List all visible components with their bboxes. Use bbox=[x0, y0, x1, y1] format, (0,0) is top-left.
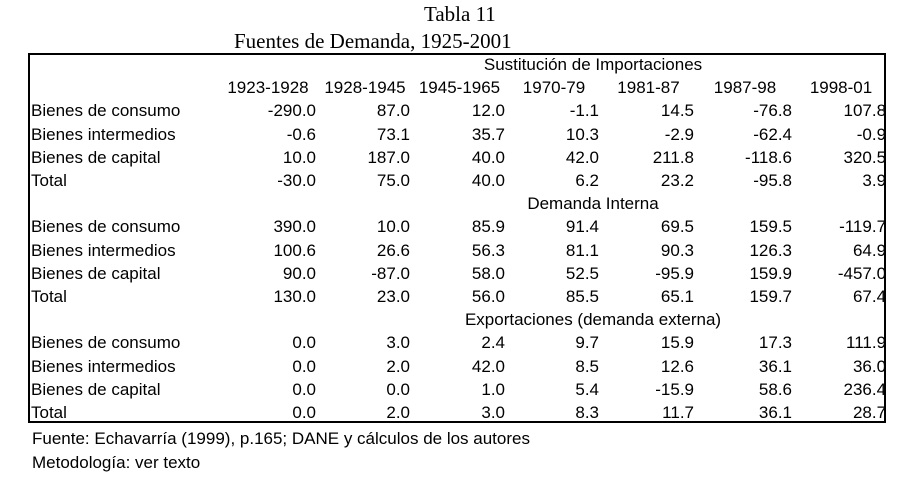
value-cell: -290.0 bbox=[267, 101, 316, 121]
section-title: Exportaciones (demanda externa) bbox=[464, 310, 722, 330]
table-row bbox=[30, 123, 888, 146]
value-cell: 11.7 bbox=[662, 403, 694, 423]
value-cell: 6.2 bbox=[575, 171, 599, 191]
table-row bbox=[30, 146, 888, 169]
value-cell: 67.4 bbox=[852, 287, 887, 307]
value-cell: 40.0 bbox=[471, 147, 505, 167]
value-cell: -76.8 bbox=[753, 101, 792, 121]
value-cell: 111.9 bbox=[846, 333, 887, 353]
table-row bbox=[30, 239, 888, 262]
value-cell: 81.1 bbox=[565, 240, 599, 260]
row-label: Total bbox=[31, 287, 67, 307]
table-title: Tabla 11 bbox=[424, 2, 496, 26]
value-cell: 56.3 bbox=[471, 240, 505, 260]
value-cell: 40.0 bbox=[471, 171, 505, 191]
value-cell: 390.0 bbox=[273, 217, 316, 237]
row-label: Total bbox=[31, 403, 67, 423]
value-cell: -95.9 bbox=[655, 263, 694, 283]
value-cell: -1.1 bbox=[569, 101, 599, 121]
value-cell: 107.8 bbox=[843, 101, 887, 121]
value-cell: 85.5 bbox=[565, 287, 599, 307]
value-cell: 159.7 bbox=[749, 287, 792, 307]
row-label: Bienes intermedios bbox=[31, 240, 176, 260]
value-cell: 3.9 bbox=[862, 171, 887, 191]
value-cell: 36.1 bbox=[758, 356, 792, 376]
value-cell: -457.0 bbox=[837, 263, 887, 283]
value-cell: 85.9 bbox=[471, 217, 505, 237]
row-label: Bienes de consumo bbox=[31, 101, 181, 121]
value-cell: -30.0 bbox=[277, 171, 316, 191]
row-label: Total bbox=[31, 171, 67, 191]
value-cell: 64.9 bbox=[852, 240, 887, 260]
value-cell: -87.0 bbox=[371, 263, 410, 283]
period-header-row bbox=[30, 76, 888, 99]
value-cell: 2.0 bbox=[386, 403, 410, 423]
value-cell: 8.3 bbox=[575, 403, 599, 423]
section-header-row bbox=[30, 308, 888, 331]
row-label: Bienes intermedios bbox=[31, 124, 176, 144]
value-cell: 0.0 bbox=[292, 379, 316, 399]
period-header: 1987-98 bbox=[713, 78, 777, 98]
value-cell: 42.0 bbox=[565, 147, 599, 167]
value-cell: 90.3 bbox=[660, 240, 694, 260]
value-cell: 100.6 bbox=[273, 240, 316, 260]
value-cell: 58.6 bbox=[758, 379, 792, 399]
value-cell: -15.9 bbox=[655, 379, 694, 399]
value-cell: 65.1 bbox=[660, 287, 694, 307]
section-header-row bbox=[30, 192, 888, 215]
period-header: 1970-79 bbox=[522, 78, 586, 98]
value-cell: 23.0 bbox=[376, 287, 410, 307]
value-cell: 75.0 bbox=[376, 171, 410, 191]
period-header: 1945-1965 bbox=[418, 78, 501, 98]
value-cell: 2.0 bbox=[386, 356, 410, 376]
value-cell: 1.0 bbox=[481, 379, 505, 399]
table-row bbox=[30, 331, 888, 354]
value-cell: 0.0 bbox=[292, 356, 316, 376]
value-cell: 10.0 bbox=[376, 217, 410, 237]
value-cell: 187.0 bbox=[367, 147, 410, 167]
value-cell: 130.0 bbox=[273, 287, 316, 307]
row-label: Bienes de consumo bbox=[31, 333, 181, 353]
table-row bbox=[30, 401, 888, 424]
row-label: Bienes intermedios bbox=[31, 356, 176, 376]
period-header: 1998-01 bbox=[809, 78, 873, 98]
value-cell: 3.0 bbox=[481, 403, 505, 423]
value-cell: 58.0 bbox=[471, 263, 505, 283]
value-cell: 42.0 bbox=[471, 356, 505, 376]
value-cell: 126.3 bbox=[749, 240, 792, 260]
value-cell: 36.1 bbox=[758, 403, 792, 423]
value-cell: 0.0 bbox=[386, 379, 410, 399]
value-cell: 9.7 bbox=[575, 333, 599, 353]
value-cell: 10.0 bbox=[282, 147, 316, 167]
value-cell: 2.4 bbox=[481, 333, 505, 353]
source-note: Fuente: Echavarría (1999), p.165; DANE y cálculos de los autores bbox=[32, 429, 530, 448]
value-cell: 15.9 bbox=[660, 333, 694, 353]
value-cell: 236.4 bbox=[843, 379, 887, 399]
value-cell: 52.5 bbox=[565, 263, 599, 283]
period-header: 1928-1945 bbox=[324, 78, 406, 98]
value-cell: -62.4 bbox=[753, 124, 792, 144]
table-subtitle: Fuentes de Demanda, 1925-2001 bbox=[234, 29, 512, 53]
value-cell: 36.0 bbox=[852, 356, 887, 376]
value-cell: 73.1 bbox=[376, 124, 410, 144]
value-cell: 23.2 bbox=[660, 171, 694, 191]
value-cell: -2.9 bbox=[664, 124, 694, 144]
methodology-note: Metodología: ver texto bbox=[32, 453, 201, 472]
value-cell: 0.0 bbox=[292, 333, 316, 353]
value-cell: -0.9 bbox=[856, 124, 887, 144]
value-cell: 10.3 bbox=[565, 124, 599, 144]
value-cell: -95.8 bbox=[753, 171, 792, 191]
value-cell: 320.5 bbox=[843, 147, 887, 167]
value-cell: -0.6 bbox=[286, 124, 316, 144]
period-header: 1923-1928 bbox=[227, 78, 309, 98]
value-cell: 3.0 bbox=[386, 333, 410, 353]
table-row bbox=[30, 355, 888, 378]
value-cell: 17.3 bbox=[758, 333, 792, 353]
table-row bbox=[30, 262, 888, 285]
row-label: Bienes de capital bbox=[31, 379, 161, 399]
table-row bbox=[30, 99, 888, 122]
table-row bbox=[30, 169, 888, 192]
value-cell: 35.7 bbox=[471, 124, 505, 144]
value-cell: 0.0 bbox=[292, 403, 316, 423]
value-cell: 12.6 bbox=[660, 356, 694, 376]
table-row bbox=[30, 215, 888, 238]
value-cell: 211.8 bbox=[652, 147, 694, 167]
value-cell: 56.0 bbox=[471, 287, 505, 307]
value-cell: 87.0 bbox=[376, 101, 410, 121]
value-cell: 159.9 bbox=[749, 263, 792, 283]
value-cell: 26.6 bbox=[376, 240, 410, 260]
table-row bbox=[30, 378, 888, 401]
row-label: Bienes de consumo bbox=[31, 217, 181, 237]
section-title: Sustitución de Importaciones bbox=[483, 55, 703, 74]
value-cell: 28.7 bbox=[852, 403, 887, 423]
value-cell: -119.7 bbox=[839, 217, 887, 237]
section-title: Demanda Interna bbox=[527, 194, 659, 214]
value-cell: -118.6 bbox=[745, 147, 792, 167]
section-header-row bbox=[30, 53, 888, 76]
table-row bbox=[30, 285, 888, 308]
value-cell: 159.5 bbox=[749, 217, 792, 237]
value-cell: 5.4 bbox=[575, 379, 599, 399]
value-cell: 14.5 bbox=[660, 101, 694, 121]
row-label: Bienes de capital bbox=[31, 263, 161, 283]
value-cell: 8.5 bbox=[575, 356, 599, 376]
value-cell: 90.0 bbox=[282, 263, 316, 283]
demand-sources-table bbox=[30, 53, 888, 424]
value-cell: 12.0 bbox=[471, 101, 505, 121]
value-cell: 69.5 bbox=[660, 217, 694, 237]
period-header: 1981-87 bbox=[617, 78, 680, 98]
value-cell: 91.4 bbox=[565, 217, 599, 237]
row-label: Bienes de capital bbox=[31, 147, 161, 167]
